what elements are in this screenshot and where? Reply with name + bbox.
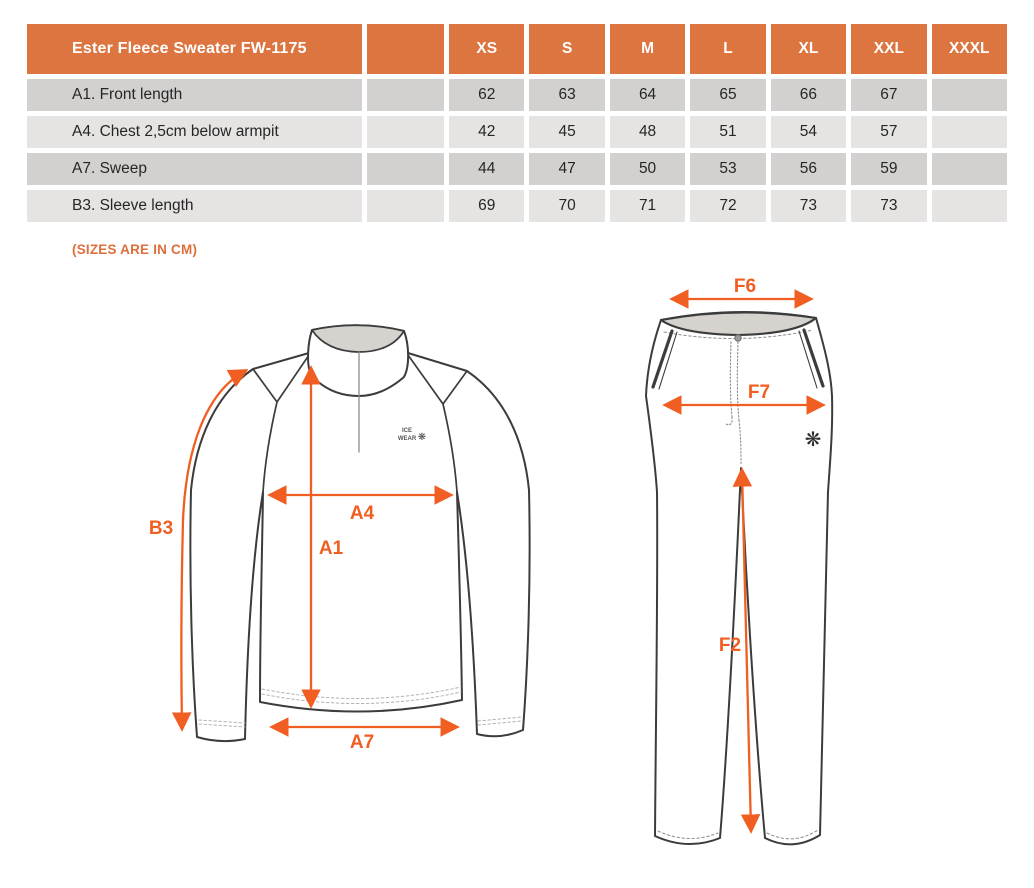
cell-sweep-xl: 56 (771, 153, 846, 185)
cell-sleeve-s: 70 (529, 190, 604, 222)
pants-diagram (646, 312, 832, 844)
cell-front-length-s: 63 (529, 79, 604, 111)
cell-front-length-xxxl (932, 79, 1007, 111)
sweater-outline (190, 348, 529, 742)
size-header-m: M (610, 24, 685, 74)
row-label-sleeve-length: B3. Sleeve length (27, 190, 362, 222)
size-header-xxl: XXL (851, 24, 926, 74)
cell-sweep-m: 50 (610, 153, 685, 185)
cell-front-length-xxl: 67 (851, 79, 926, 111)
row-label-front-length: A1. Front length (27, 79, 362, 111)
cell-sleeve-xxl: 73 (851, 190, 926, 222)
measurement-diagrams (0, 270, 1034, 888)
pants-outline (646, 312, 832, 844)
row-spacer (367, 190, 444, 222)
cell-sleeve-l: 72 (690, 190, 765, 222)
cell-sleeve-xl: 73 (771, 190, 846, 222)
cell-sweep-xs: 44 (449, 153, 524, 185)
svg-text:ICE: ICE (401, 428, 413, 434)
cell-chest-m: 48 (610, 116, 685, 148)
f6-measure-label: F6 (733, 276, 757, 297)
a7-measure-label: A7 (349, 732, 375, 753)
snowflake-icon: ❋ (804, 429, 822, 451)
sweater-diagram (190, 325, 529, 741)
cell-sleeve-xxxl (932, 190, 1007, 222)
f2-measure-label: F2 (718, 635, 742, 656)
snowflake-icon: ❋ (417, 432, 427, 443)
row-spacer (367, 79, 444, 111)
cell-chest-l: 51 (690, 116, 765, 148)
cell-chest-xxl: 57 (851, 116, 926, 148)
svg-text:WEAR: WEAR (397, 436, 417, 442)
size-table (27, 24, 1007, 222)
cell-sweep-xxxl (932, 153, 1007, 185)
a1-measure-label: A1 (318, 538, 344, 559)
waist-button (735, 335, 741, 341)
table-header-spacer (367, 24, 444, 74)
size-header-xl: XL (771, 24, 846, 74)
cell-sweep-l: 53 (690, 153, 765, 185)
row-spacer (367, 153, 444, 185)
cell-sleeve-m: 71 (610, 190, 685, 222)
size-header-s: S (529, 24, 604, 74)
row-label-sweep: A7. Sweep (27, 153, 362, 185)
sizes-in-cm-note: (SIZES ARE IN CM) (72, 242, 198, 257)
size-header-xxxl: XXXL (932, 24, 1007, 74)
f7-measure-label: F7 (747, 382, 771, 403)
cell-front-length-l: 65 (690, 79, 765, 111)
size-header-l: L (690, 24, 765, 74)
cell-sweep-xxl: 59 (851, 153, 926, 185)
b3-measure-label: B3 (148, 518, 174, 539)
table-title: Ester Fleece Sweater FW-1175 (27, 24, 362, 74)
cell-sweep-s: 47 (529, 153, 604, 185)
cell-chest-s: 45 (529, 116, 604, 148)
cell-front-length-xs: 62 (449, 79, 524, 111)
cell-front-length-m: 64 (610, 79, 685, 111)
cell-chest-xxxl (932, 116, 1007, 148)
row-spacer (367, 116, 444, 148)
row-label-chest: A4. Chest 2,5cm below armpit (27, 116, 362, 148)
cell-chest-xs: 42 (449, 116, 524, 148)
cell-chest-xl: 54 (771, 116, 846, 148)
a4-measure-label: A4 (349, 503, 375, 524)
size-header-xs: XS (449, 24, 524, 74)
cell-front-length-xl: 66 (771, 79, 846, 111)
cell-sleeve-xs: 69 (449, 190, 524, 222)
